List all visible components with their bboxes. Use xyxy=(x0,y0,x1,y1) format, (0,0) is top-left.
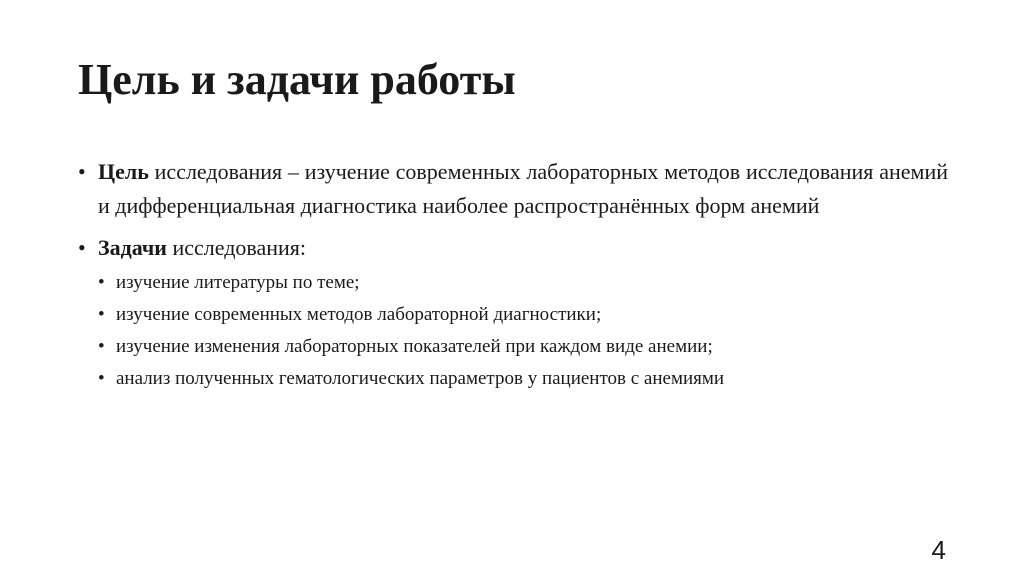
task-text: изучение современных методов лабораторной диагностики; xyxy=(116,304,602,325)
page-number: 4 xyxy=(931,535,946,565)
sub-bullet-icon: • xyxy=(98,272,105,293)
goal-bullet xyxy=(78,155,948,223)
slide-title: Цель и задачи работы xyxy=(78,55,516,104)
tasks-list xyxy=(78,267,948,395)
goal-label: Цель xyxy=(98,159,149,184)
bullet-icon: • xyxy=(78,235,86,260)
list-item xyxy=(98,331,948,363)
list-item xyxy=(98,267,948,299)
task-text: изучение литературы по теме; xyxy=(116,272,360,293)
tasks-label: Задачи xyxy=(98,235,167,260)
bullet-icon: • xyxy=(78,159,86,184)
list-item xyxy=(98,363,778,395)
sub-bullet-icon: • xyxy=(98,304,105,325)
sub-bullet-icon: • xyxy=(98,368,105,389)
task-text: изучение изменения лабораторных показателей при каждом виде анемии; xyxy=(116,336,713,357)
list-item xyxy=(98,299,948,331)
task-text: анализ полученных гематологических параметров у пациентов с анемиями xyxy=(116,368,725,389)
slide-content xyxy=(78,155,948,395)
tasks-text: исследования: xyxy=(166,235,307,260)
sub-bullet-icon: • xyxy=(98,336,105,357)
goal-text: исследования – изучение современных лабораторных методов исследования анемий и дифференциальная диагностика наиболее распространённых форм анемий xyxy=(98,159,948,218)
tasks-bullet xyxy=(78,231,948,265)
